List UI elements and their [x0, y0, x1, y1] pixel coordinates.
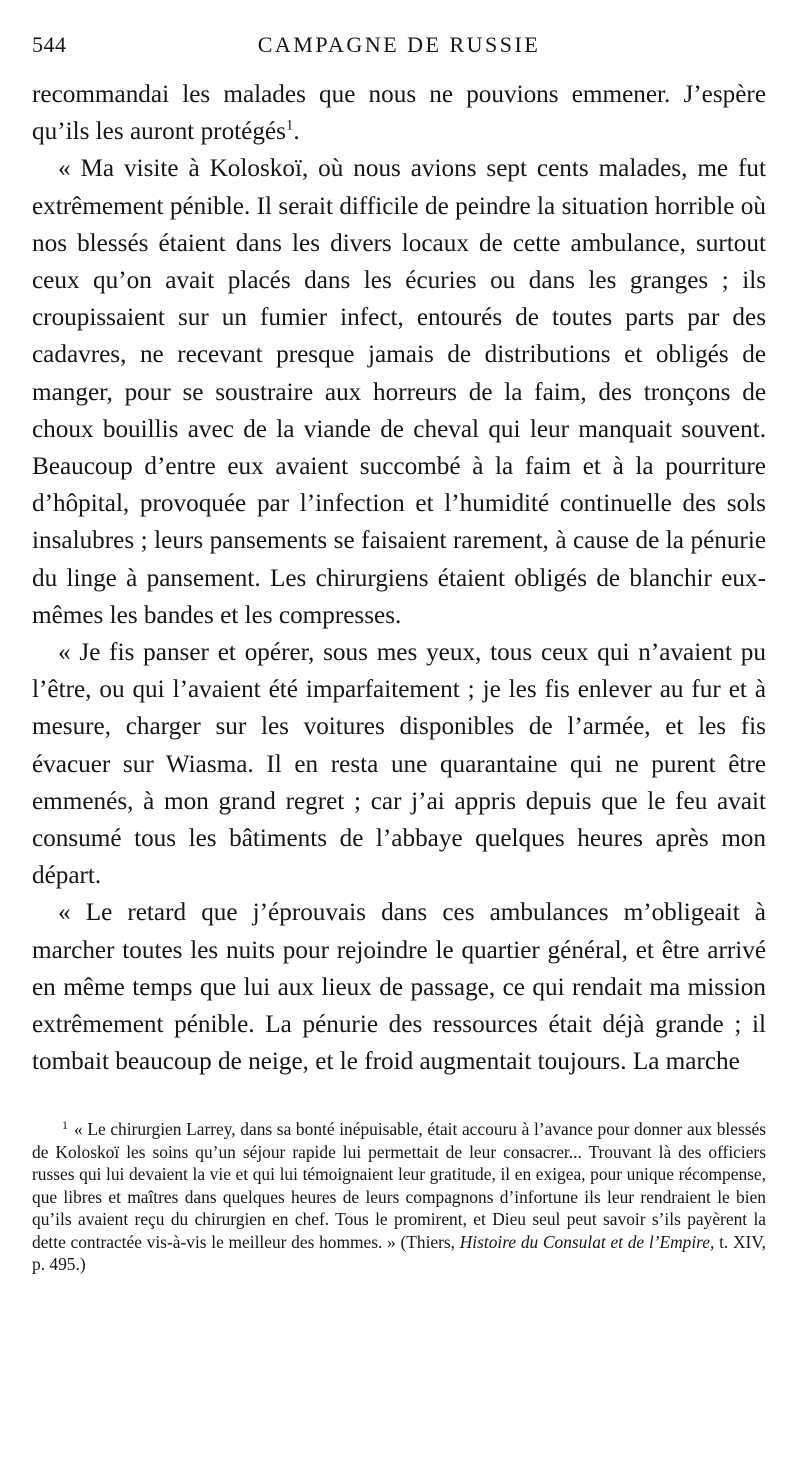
paragraph-night-marches: « Le retard que j’éprouvais dans ces ambulances m’obligeait à marcher toutes les nuits pour rejoindre le quartier général, et être arrivé en même temps que lui aux lieux de passage, ce qui rendait ma mission extrêmement pénible. La pénurie des ressources était déjà grande ; il tombait beaucoup de neige, et le froid augmentait toujours. La marche: [32, 899, 766, 1076]
footnote-text: « Le chirurgien Larrey, dans sa bonté inépuisable, était accouru à l’avance pour donner aux blessés de Koloskoï les soins qu’un séjour rapide lui permettait de leur consacrer... Trouvant là des officiers russes qui lui devaient la vie et qui lui témoignaient leur gratitude, il en exigea, pour unique récompense, que libres et maîtres dans quelques heures de leurs compagnons d’infortune ils leur rendraient le bien qu’ils avaient reçu du chirurgien en chef. Tous le promirent, et Dieu seul peut savoir s’ils payèrent la dette contractée vis-à-vis le meilleur des hommes. » (Thiers,: [32, 1119, 766, 1252]
paragraph-koloskoi-visit: « Ma visite à Koloskoï, où nous avions sept cents malades, me fut extrêmement pénible. Il serait difficile de peindre la situation horrible où nos blessés étaient dans les divers locaux de cette ambulance, surtout ceux qu’on avait placés dans les écuries ou dans les granges ; ils croupissaient sur un fumier infect, entourés de toutes parts par des cadavres, ne recevant presque jamais de distributions et obligés de manger, pour se soustraire aux horreurs de la faim, des tronçons de choux bouillis avec de la viande de cheval qui leur manquait souvent. Beaucoup d’entre eux avaient succombé à la faim et à la pourriture d’hôpital, provoquée par l’infection et l’humidité continuelle des sols insalubres ; leurs pansements se faisaient rarement, à cause de la pénurie du linge à pansement. Les chirurgiens étaient obligés de blanchir eux-mêmes les bandes et les compresses.: [32, 155, 766, 629]
footnote-reference: 1: [285, 117, 294, 134]
footnote-citation: t. XIV, p. 495.): [32, 1231, 766, 1274]
page-number: 544: [32, 32, 67, 57]
running-title: CAMPAGNE DE RUSSIE: [257, 32, 541, 57]
paragraph-continuation: [32, 76, 766, 150]
footnote-work-title: Histoire du Consulat et de l’Empire,: [459, 1231, 715, 1252]
paragraph-evacuation: « Je fis panser et opérer, sous mes yeux, tous ceux qui n’avaient pu l’être, ou qui l’avaient été imparfaitement ; je les fis enlever au fur et à mesure, charger sur les voitures disponibles de l’armée, et les fis évacuer sur Wiasma. Il en resta une quarantaine qui ne purent être emmenés, à mon grand regret ; car j’ai appris depuis que le feu avait consumé tous les bâtiments de l’abbaye quelques heures après mon départ.: [32, 639, 766, 890]
main-text: [32, 76, 766, 1080]
footnotes: [32, 1118, 766, 1275]
page-header: [32, 28, 766, 62]
sentence-end: .: [293, 118, 300, 146]
paragraph-text: recommandai les malades que nous ne pouvions emmener. J’espère qu’ils les auront protégés: [32, 81, 766, 146]
footnote: [32, 1118, 766, 1275]
book-page: [32, 28, 766, 1275]
footnote-mark: 1: [62, 1117, 68, 1132]
